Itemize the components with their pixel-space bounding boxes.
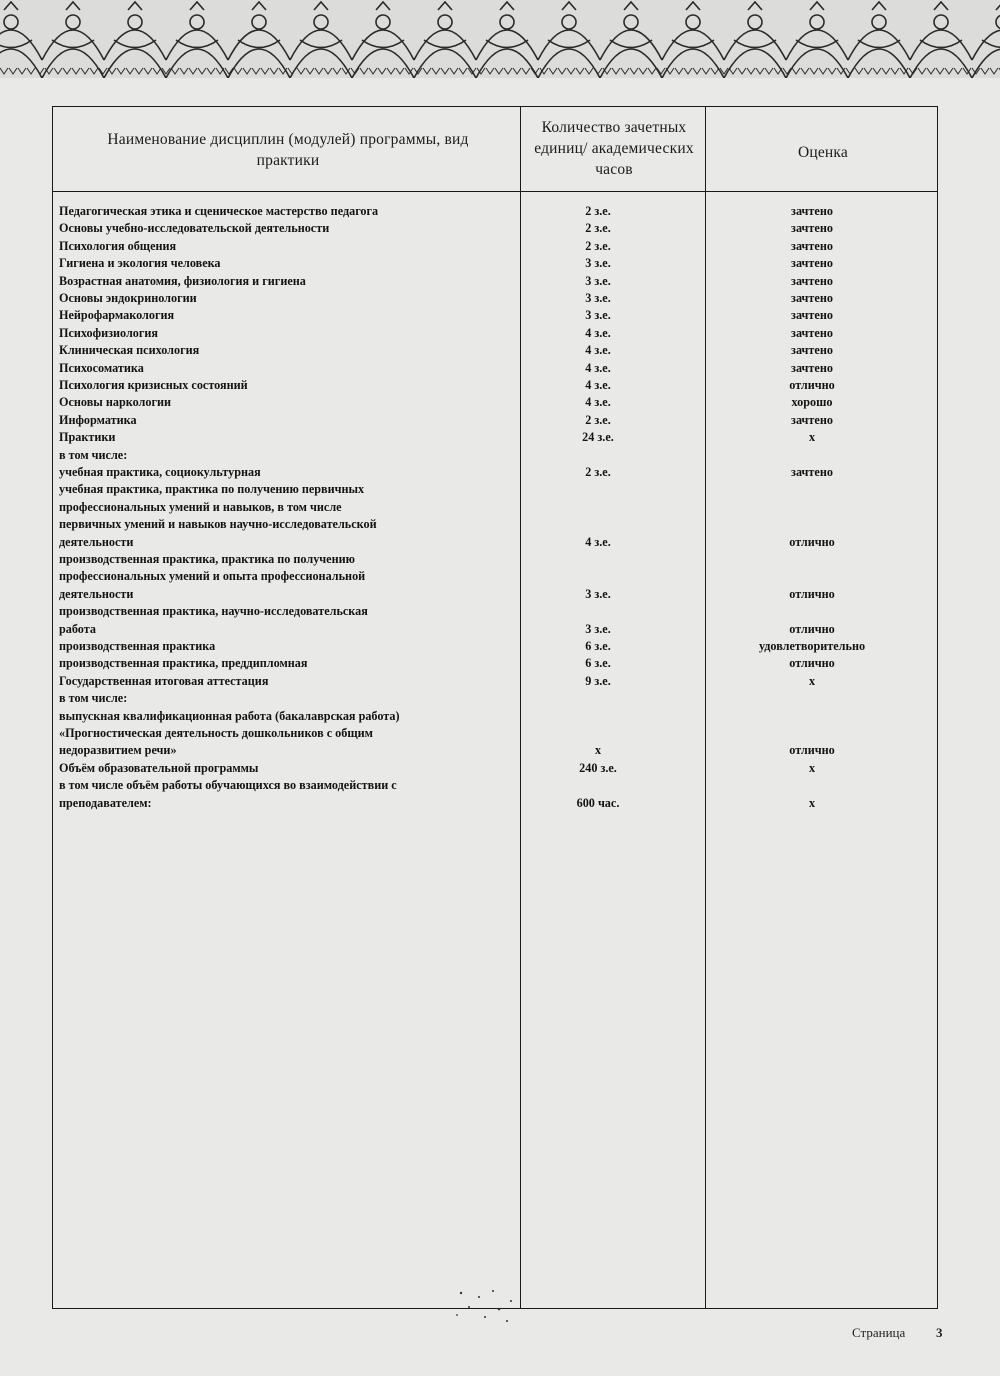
credit-units: 2 з.е. <box>585 412 611 427</box>
table-row <box>53 655 937 672</box>
grade-value: зачтено <box>791 360 833 375</box>
discipline-name: Возрастная анатомия, физиология и гигиена <box>59 273 306 288</box>
grade-value: зачтено <box>791 221 833 236</box>
credit-units: 6 з.е. <box>585 656 611 671</box>
credit-units: 2 з.е. <box>585 238 611 253</box>
credit-units: 3 з.е. <box>585 621 611 636</box>
table-row <box>53 394 937 411</box>
credit-units: 3 з.е. <box>585 586 611 601</box>
credit-units: 3 з.е. <box>585 256 611 271</box>
credit-units: 240 з.е. <box>579 760 617 775</box>
discipline-name: в том числе объём работы обучающихся во взаимодействии с преподавателем: <box>59 778 397 810</box>
grades-table <box>52 106 938 1309</box>
discipline-name: Психология общения <box>59 238 177 253</box>
table-row <box>53 377 937 394</box>
credit-units: 3 з.е. <box>585 308 611 323</box>
table-row <box>53 412 937 429</box>
discipline-name: Государственная итоговая аттестация <box>59 673 269 688</box>
table-row <box>53 255 937 272</box>
decorative-ornament-border <box>0 0 1000 78</box>
page-label: Страница <box>852 1325 906 1340</box>
grade-value: зачтено <box>791 256 833 271</box>
grade-value: x <box>808 673 816 688</box>
table-row <box>53 429 937 446</box>
credit-units: 9 з.е. <box>585 673 611 688</box>
discipline-name: Психосоматика <box>59 360 144 375</box>
credit-units: 600 час. <box>576 795 620 810</box>
grade-value: удовлетворительно <box>758 639 866 653</box>
table-row <box>53 551 937 603</box>
table-row <box>53 673 937 690</box>
discipline-name: производственная практика, научно-исследовательская работа <box>59 604 368 636</box>
table-row <box>53 447 937 464</box>
discipline-name: Психология кризисных состояний <box>59 378 248 392</box>
discipline-name: Информатика <box>59 412 137 427</box>
grade-value: зачтено <box>791 204 833 218</box>
credit-units: 4 з.е. <box>585 325 611 340</box>
discipline-name: Педагогическая этика и сценическое мастерство педагога <box>59 204 379 218</box>
discipline-name: Гигиена и экология человека <box>59 256 221 271</box>
grade-value: отлично <box>789 656 835 671</box>
credit-units: 6 з.е. <box>585 639 611 653</box>
credit-units: 3 з.е. <box>585 291 611 305</box>
grade-value: x <box>808 430 816 445</box>
table-row <box>53 777 937 812</box>
credit-units: 4 з.е. <box>585 343 611 358</box>
table-row <box>53 342 937 359</box>
discipline-name: Практики <box>59 430 116 445</box>
credit-units: 2 з.е. <box>585 204 611 218</box>
discipline-name: производственная практика, практика по получению профессиональных умений и опыта профессиональной деятельности <box>59 552 366 601</box>
credit-units: 2 з.е. <box>585 221 611 236</box>
grade-value: x <box>808 760 816 775</box>
page-number: 3 <box>936 1325 943 1340</box>
grade-value: отлично <box>789 378 835 392</box>
discipline-name: производственная практика, преддипломная <box>59 656 308 671</box>
credit-units: x <box>594 743 602 758</box>
table-row <box>53 638 937 655</box>
table-row <box>53 481 937 551</box>
discipline-name: Основы учебно-исследовательской деятельности <box>59 221 330 236</box>
grade-value: зачтено <box>791 238 833 253</box>
grade-value: x <box>808 795 816 810</box>
grade-value: зачтено <box>791 308 833 323</box>
header-grade: Оценка <box>797 144 849 161</box>
table-row <box>53 690 937 707</box>
table-row <box>53 360 937 377</box>
table-row <box>53 464 937 481</box>
grade-value: зачтено <box>791 412 833 427</box>
table-row <box>53 220 937 237</box>
table-row <box>53 238 937 255</box>
discipline-name: производственная практика <box>59 639 216 653</box>
header-divider <box>53 191 937 192</box>
table-row <box>53 603 937 638</box>
credit-units: 2 з.е. <box>585 465 611 479</box>
header-discipline-name: Наименование дисциплин (модулей) программы, вид практики <box>107 131 469 169</box>
discipline-name: учебная практика, практика по получению первичных профессиональных умений и навыков, в том числе первичных умений и навыков научно-исследовательской деятельности <box>59 482 377 549</box>
credit-units: 4 з.е. <box>585 534 611 549</box>
credit-units: 3 з.е. <box>585 273 611 288</box>
grade-value: зачтено <box>791 343 833 358</box>
header-credit-units: Количество зачетных единиц/ академических часов <box>534 119 694 178</box>
discipline-name: Нейрофармакология <box>59 308 175 323</box>
grade-value: зачтено <box>791 291 833 305</box>
table-row <box>53 290 937 307</box>
grade-value: отлично <box>789 621 835 636</box>
discipline-name: в том числе: <box>59 691 128 706</box>
print-speckles <box>449 1287 529 1337</box>
table-row <box>53 273 937 290</box>
table-row <box>53 708 937 760</box>
credit-units: 24 з.е. <box>582 430 614 445</box>
credit-units: 4 з.е. <box>585 378 611 392</box>
grade-value: зачтено <box>791 465 833 479</box>
credit-units: 4 з.е. <box>585 360 611 375</box>
table-row <box>53 307 937 324</box>
table-row <box>53 203 937 220</box>
discipline-name: учебная практика, социокультурная <box>59 465 261 479</box>
discipline-name: Объём образовательной программы <box>59 760 259 775</box>
grade-value: отлично <box>789 534 835 549</box>
discipline-name: выпускная квалификационная работа (бакалаврская работа) «Прогностическая деятельность дошкольников с общим недоразвитием речи» <box>59 708 400 758</box>
credit-units: 4 з.е. <box>585 395 611 410</box>
discipline-name: Основы эндокринологии <box>59 291 197 305</box>
discipline-name: Клиническая психология <box>59 343 200 358</box>
grade-value: зачтено <box>791 325 833 340</box>
grade-value: хорошо <box>791 395 833 410</box>
discipline-name: Психофизиология <box>59 325 159 340</box>
discipline-name: в том числе: <box>59 447 128 462</box>
grade-value: отлично <box>789 586 835 601</box>
table-row <box>53 760 937 777</box>
grade-value: отлично <box>789 743 835 758</box>
grade-value: зачтено <box>791 273 833 288</box>
discipline-name: Основы наркологии <box>59 395 172 410</box>
table-row <box>53 325 937 342</box>
